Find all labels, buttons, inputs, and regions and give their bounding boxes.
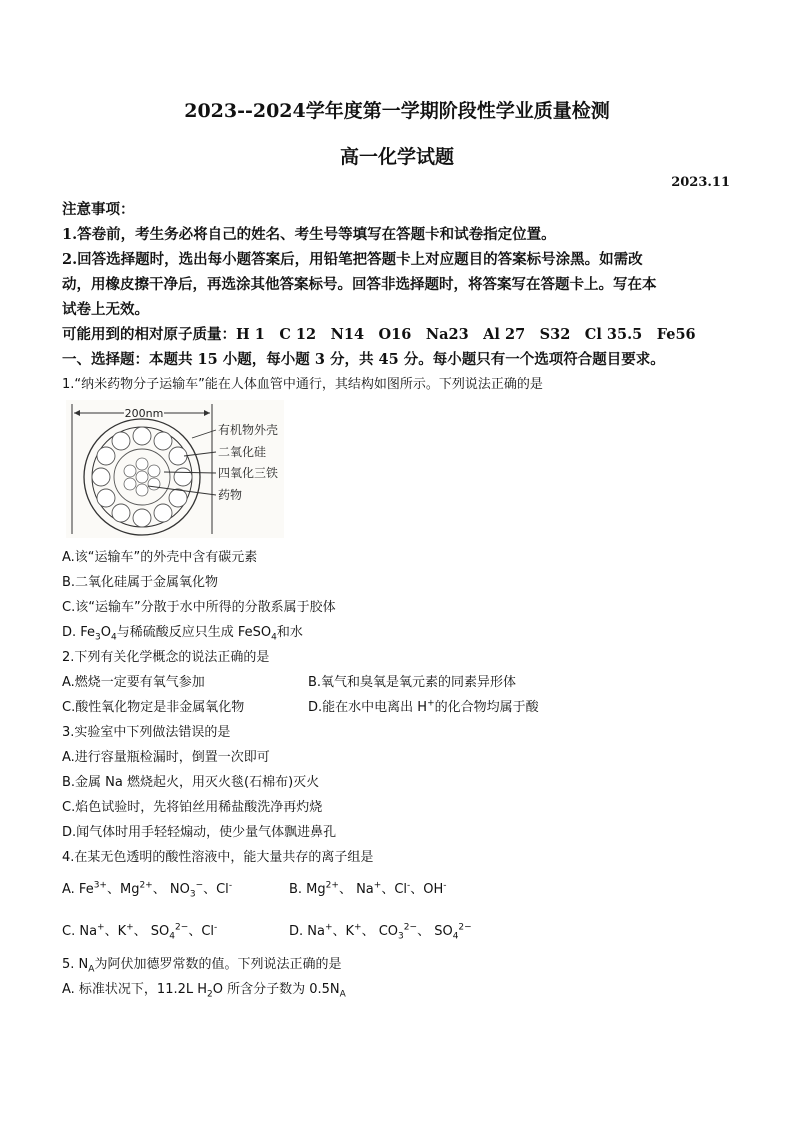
q3-option-a: A.进行容量瓶检漏时，倒置一次即可 [62,750,270,765]
section-1-heading: 一、选择题：本题共 15 小题，每小题 3 分，共 45 分。每小题只有一个选项符合题目要求。 [62,351,665,368]
nano-carrier-diagram [66,400,284,538]
q1-option-b: B.二氧化硅属于金属氧化物 [62,575,219,590]
q3-option-c: C.焰色试验时，先将铂丝用稀盐酸洗净再灼烧 [62,800,323,815]
q4-option-c: C. Na+、K+、 $SO_4^{2-}$、Cl- [62,922,218,942]
q3-option-d: D.闻气体时用手轻轻煽动，使少量气体飘进鼻孔 [62,825,337,840]
q1-option-c: C.该“运输车”分散于水中所得的分散系属于胶体 [62,600,336,615]
notes-item-2-line-1: 2.回答选择题时，选出每小题答案后，用铅笔把答题卡上对应题目的答案标号涂黑。如需改 [62,251,643,268]
label-silica: 二氧化硅 [218,445,267,459]
q2-option-b: B.氧气和臭氧是氧元素的同素异形体 [308,675,517,690]
q2-option-c: C.酸性氧化物定是非金属氧化物 [62,700,245,715]
q2-option-d: D.能在水中电离出 H+的化合物均属于酸 [308,698,539,715]
q2-option-a: A.燃烧一定要有氧气参加 [62,675,205,690]
label-fe3o4: 四氧化三铁 [218,466,279,480]
notes-item-2-line-3: 试卷上无效。 [62,301,149,318]
exam-date: 2023.11 [671,175,730,190]
exam-title: 2023--2024学年度第一学期阶段性学业质量检测 [184,100,610,122]
q3-option-b: B.金属 Na 燃烧起火，用灭火毯(石棉布)灭火 [62,775,320,790]
notes-heading: 注意事项： [62,201,135,218]
q1-option-d: D. $Fe_3O_4$与稀硫酸反应只生成 FeSO$_4$和水 [62,625,303,643]
notes-item-1: 1.答卷前，考生务必将自己的姓名、考生号等填写在答题卡和试卷指定位置。 [62,226,556,243]
question-2-stem: 2.下列有关化学概念的说法正确的是 [62,650,270,665]
label-drug: 药物 [218,488,243,502]
question-4-stem: 4.在某无色透明的酸性溶液中，能大量共存的离子组是 [62,850,374,865]
notes-item-2-line-2: 动，用橡皮擦干净后，再选涂其他答案标号。回答非选择题时，将答案写在答题卡上。写在本 [62,276,657,293]
scale-label: 200nm [124,407,164,420]
q1-option-a: A.该“运输车”的外壳中含有碳元素 [62,550,258,565]
label-organic-shell: 有机物外壳 [218,423,279,437]
q4-option-d: D. Na+、K+、 $CO_3^{2-}$、 $SO_4^{2-}$ [289,922,472,942]
question-5-stem: 5. $N_A$为阿伏加德罗常数的值。下列说法正确的是 [62,957,342,975]
q4-option-a: A. $Fe^{3+}$、$Mg^{2+}$、 $NO_3^-$、Cl- [62,880,233,900]
question-1-stem: 1.“纳米药物分子运输车”能在人体血管中通行，其结构如图所示。下列说法正确的是 [62,377,543,392]
question-3-stem: 3.实验室中下列做法错误的是 [62,725,231,740]
atomic-masses: 可能用到的相对原子质量：H 1 C 12 N14 O16 Na23 Al 27 S32 Cl 35.5 Fe56 [62,326,696,343]
q4-option-b: B. $Mg^{2+}$、 Na+、Cl-、OH- [289,880,447,897]
q5-option-a: A. 标准状况下，11.2L $H_2O$ 所含分子数为 $0.5N_A$ [62,982,346,1000]
exam-subtitle: 高一化学试题 [339,146,454,168]
